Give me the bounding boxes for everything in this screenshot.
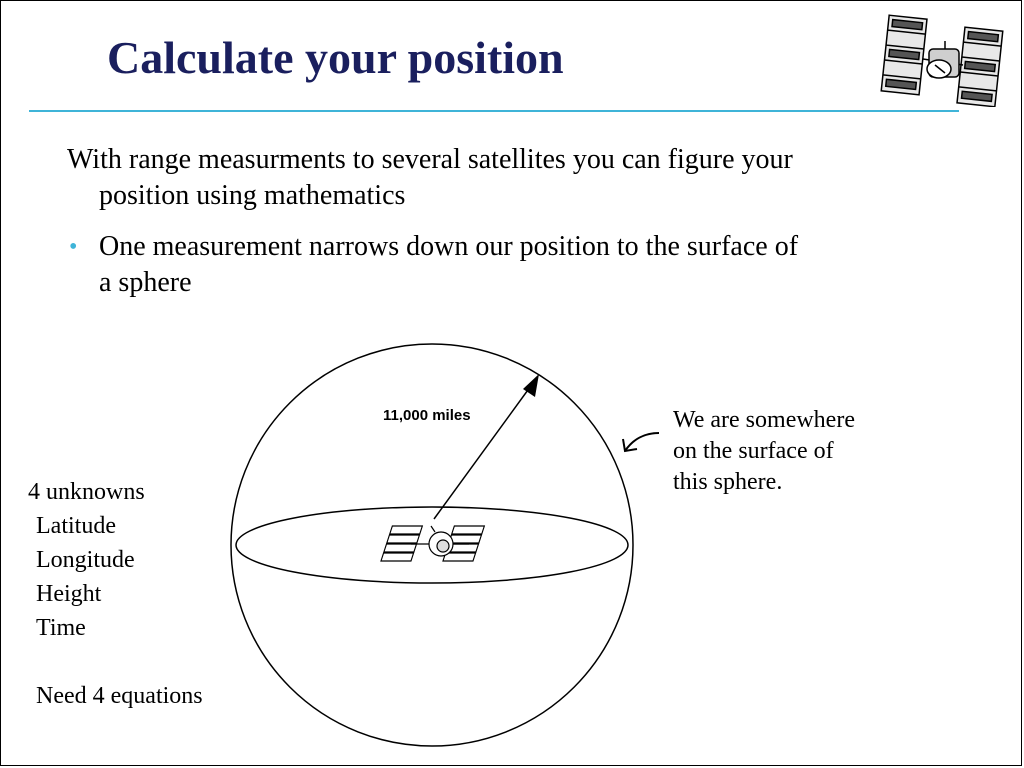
bullet-dot-icon: • [69, 234, 78, 260]
note-line-3: this sphere. [673, 469, 783, 495]
bullet-item [67, 229, 967, 301]
sphere-diagram [221, 331, 641, 761]
unknown-longitude: Longitude [36, 547, 135, 573]
unknowns-heading: 4 unknowns [28, 479, 145, 505]
range-label: 11,000 miles [383, 407, 471, 424]
curved-arrow-icon [617, 425, 665, 459]
unknown-height: Height [36, 581, 102, 607]
radius-arrow [434, 383, 533, 519]
satellite-icon [381, 526, 484, 561]
note-line-2: on the surface of [673, 438, 834, 464]
sphere-note [673, 405, 913, 498]
slide-title: Calculate your position [107, 32, 564, 83]
title-divider [29, 110, 959, 112]
intro-line-2: position using mathematics [99, 180, 406, 211]
equations-conclusion: Need 4 equations [36, 683, 203, 709]
intro-line-1: With range measurments to several satellites you can figure your [67, 144, 793, 175]
note-line-1: We are somewhere [673, 407, 855, 433]
bullet-line-2: a sphere [99, 267, 192, 298]
bullet-line-1: One measurement narrows down our position to the surface of [99, 231, 799, 262]
satellite-icon [879, 11, 1005, 107]
unknowns-list [28, 475, 203, 713]
unknown-latitude: Latitude [36, 513, 116, 539]
intro-paragraph [67, 142, 967, 214]
unknown-time: Time [36, 615, 86, 641]
